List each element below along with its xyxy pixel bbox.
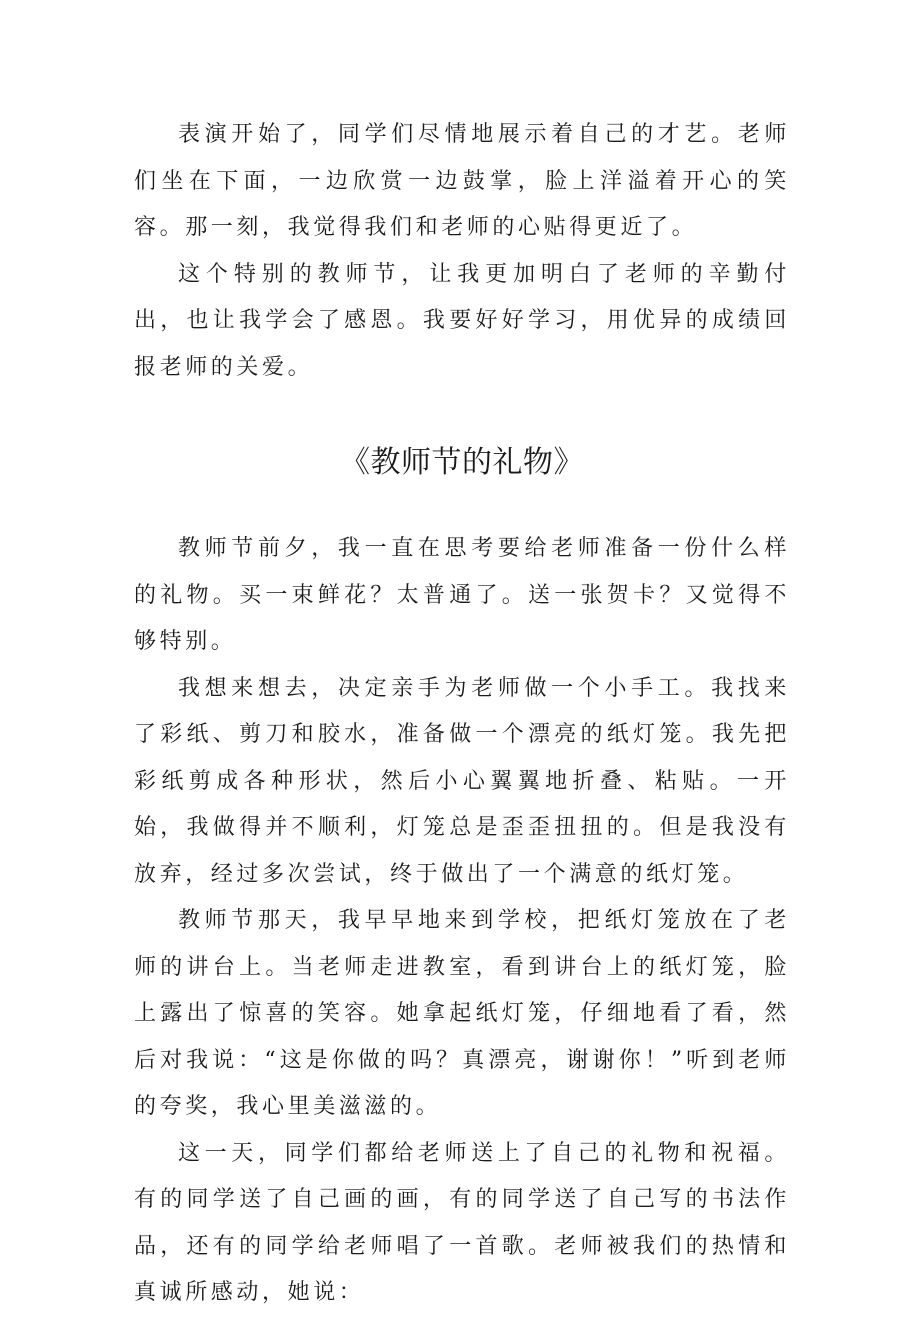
document-page [134, 112, 790, 1317]
article-title: 《教师节的礼物》 [340, 445, 584, 480]
paragraph-teachers-day: 教师节那天，我早早地来到学校，把纸灯笼放在了老师的讲台上。当老师走进教室，看到讲台上的纸灯笼，脸上露出了惊喜的笑容。她拿起纸灯笼，仔细地看了看，然后对我说：“这是你做的吗？真漂亮，谢谢你！”听到老师的夸奖，我心里美滋滋的。 [134, 908, 790, 1119]
paragraph-classmates-gifts: 这一天，同学们都给老师送上了自己的礼物和祝福。有的同学送了自己画的画，有的同学送了自己写的书法作品，还有的同学给老师唱了一首歌。老师被我们的热情和真诚所感动，她说： [134, 1140, 790, 1305]
paragraph-gratitude: 这个特别的教师节，让我更加明白了老师的辛勤付出，也让我学会了感恩。我要好好学习，用优异的成绩回报老师的关爱。 [134, 261, 790, 380]
paragraph-gift-thinking: 教师节前夕，我一直在思考要给老师准备一份什么样的礼物。买一束鲜花？太普通了。送一张贺卡？又觉得不够特别。 [134, 536, 790, 654]
paragraph-performance: 表演开始了，同学们尽情地展示着自己的才艺。老师们坐在下面，一边欣赏一边鼓掌，脸上洋溢着开心的笑容。那一刻，我觉得我们和老师的心贴得更近了。 [134, 122, 790, 240]
paragraph-lantern-making: 我想来想去，决定亲手为老师做一个小手工。我找来了彩纸、剪刀和胶水，准备做一个漂亮的纸灯笼。我先把彩纸剪成各种形状，然后小心翼翼地折叠、粘贴。一开始，我做得并不顺利，灯笼总是歪歪扭扭的。但是我没有放弃，经过多次尝试，终于做出了一个满意的纸灯笼。 [134, 675, 790, 887]
